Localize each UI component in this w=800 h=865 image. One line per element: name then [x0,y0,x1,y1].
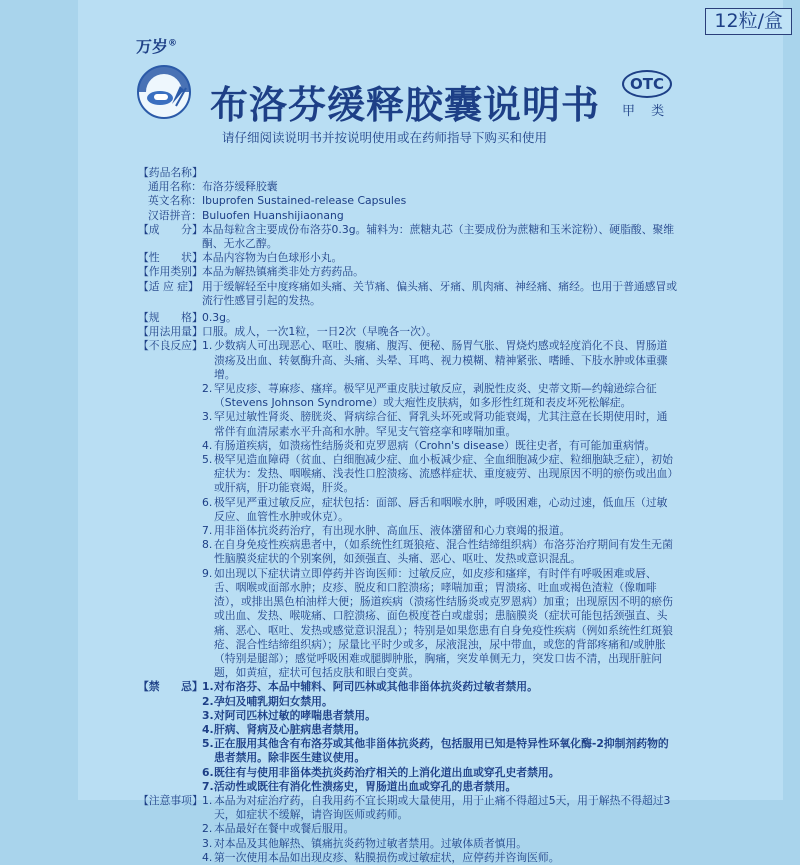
drug-name-pinyin: 汉语拼音：Buluofen Huanshijiaonang [148,208,344,222]
list-item: 3. 对本品及其他解热、镇痛抗炎药物过敏者禁用。过敏体质者慎用。 [202,836,528,850]
section-appearance [138,251,678,265]
reading-instruction: 请仔细阅读说明书并按说明使用或在药师指导下购买和使用 [222,130,548,145]
list-item: 1. 少数病人可出现恶心、呕吐、腹痛、腹泻、便秘、肠胃气胀、胃烧灼感或轻度消化不良、胃肠道溃疡及出血、转氨酶升高、头痛、头晕、耳鸣、视力模糊、精神紧张、嗜睡、下肢水肿或体重骤增。 [202,339,668,381]
otc-class: 甲 类 [622,104,671,119]
section-adverse-reactions [138,339,678,680]
list-item: 2. 罕见皮疹、荨麻疹、瘙痒。极罕见严重皮肤过敏反应，剥脱性皮炎、史蒂文斯—约翰逊综合征（Stevens Johnson Syndrome）或大疱性皮肤病，如多形性红斑和表皮坏死松解症。 [202,382,657,410]
list-item: 9. 如出现以下症状请立即停药并咨询医师：过敏反应，如皮疹和瘙痒，有时伴有呼吸困难或唇、舌、咽喉或面部水肿；皮疹、脱皮和口腔溃疡；哮喘加重；胃溃疡、吐血或褐色渣粒（像咖啡渣），或排出黑色柏油样大便；肠道疾病（溃疡性结肠炎或克罗恩病）加重；出现原因不明的瘀伤或出血、发热、喉咙痛、口腔溃疡、面色极度苍白或虚弱；患脑膜炎（症状可能包括颈强直、头痛、恶心、呕吐、发热或感觉意识混乱）；特别是如果您患有自身免疫性疾病（例如系统性红斑狼疮、混合性结缔组织病）；尿量比平时少或多，尿液混浊，尿中带血，或您的背部疼痛和/或肿胀（特别是腿部）；感觉呼吸困难或腿脚肿胀，胸痛，突发单侧无力，突发口齿不清，出现肝脏问题，如黄疸，症状可包括皮肤和眼白变黄。 [202,566,673,680]
section-text: 本品内容物为白色球形小丸。 [202,251,343,265]
list-item: 2. 孕妇及哺乳期妇女禁用。 [202,694,333,708]
section-text: 口服。成人，一次1粒，一日2次（早晚各一次）。 [202,325,438,339]
list-item: 4. 第一次使用本品如出现皮疹、粘膜损伤或过敏症状，应停药并咨询医师。 [202,850,560,864]
drug-name-heading: 【药品名称】 [138,166,203,179]
list-item: 3. 对阿司匹林过敏的哮喘患者禁用。 [202,708,376,722]
section-label: 【用法用量】 [138,325,203,339]
section-text: 用于缓解轻至中度疼痛如头痛、关节痛、偏头痛、牙痛、肌肉痛、神经痛、痛经。也用于普通感冒或流行性感冒引起的发热。 [202,279,678,307]
section-text: 本品为解热镇痛类非处方药药品。 [202,265,364,279]
list-item: 5. 极罕见造血障碍（贫血、白细胞减少症、血小板减少症、全血细胞减少症、粒细胞缺乏症），初始症状为：发热、咽喉痛、浅表性口腔溃疡、流感样症状、重度疲劳、出现原因不明的瘀伤或出血）或肝病，肝功能衰竭，肝炎。 [202,453,673,495]
list-item: 4. 有肠道疾病，如溃疡性结肠炎和克罗恩病（Crohn's disease）既往史者，有可能加重病情。 [202,438,656,452]
section-label: 【禁 忌】 [138,680,203,694]
list-item: 1. 对布洛芬、本品中辅料、阿司匹林或其他非甾体抗炎药过敏者禁用。 [202,680,538,694]
list-item: 6. 既往有与使用非甾体类抗炎药治疗相关的上消化道出血或穿孔史者禁用。 [202,765,560,779]
list-item: 1. 本品为对症治疗药，自我用药不宜长期或大量使用，用于止痛不得超过5天，用于解热不得超过3天，如症状不缓解，请咨询医师或药师。 [202,793,671,822]
leaflet-body [138,166,678,865]
section-ingredients [138,223,678,251]
section-text: 本品每粒含主要成份布洛芬0.3g。辅料为：蔗糖丸芯（主要成份为蔗糖和玉米淀粉）、硬脂酸、聚维酮、无水乙醇。 [202,222,675,251]
section-label: 【注意事项】 [138,793,203,807]
section-specification [138,311,678,325]
section-label: 【适 应 症】 [138,279,199,293]
section-category [138,265,678,279]
section-label: 【成 分】 [138,222,203,236]
section-indications [138,280,678,308]
document-title: 布洛芬缓释胶囊说明书 [210,83,601,127]
quality-seal-icon [136,64,192,120]
list-item: 7. 用非甾体抗炎药治疗，有出现水肿、高血压、液体潴留和心力衰竭的报道。 [202,524,571,538]
package-quantity-label: 12粒/盒 [705,8,792,35]
section-contraindications [138,680,678,794]
section-text: 0.3g。 [202,311,237,325]
section-label: 【规 格】 [138,311,203,325]
list-item: 5. 正在服用其他含有布洛芬或其他非甾体抗炎药，包括服用已知是特异性环氧化酶-2抑制剂药物的患者禁用。除非医生建议使用。 [202,737,669,765]
list-item: 3. 罕见过敏性肾炎、膀胱炎、肾病综合征、肾乳头坏死或肾功能衰竭，尤其注意在长期使用时，通常伴有血清尿素水平升高和水肿。罕见支气管痉挛和哮喘加重。 [202,410,668,438]
section-label: 【性 状】 [138,251,203,265]
section-dosage [138,325,678,339]
drug-name-english: 英文名称：Ibuprofen Sustained-release Capsules [148,194,407,208]
list-item: 7. 活动性或既往有消化性溃疡史，胃肠道出血或穿孔的患者禁用。 [202,779,517,793]
brand-logo-text: 万岁® [136,37,178,56]
section-label: 【作用类别】 [138,265,203,279]
list-item: 8. 在自身免疫性疾病患者中，（如系统性红斑狼疮、混合性结缔组织病）布洛芬治疗期间有发生无菌性脑膜炎症状的个别案例，如颈强直、头痛、恶心、呕吐、发热或意识混乱。 [202,538,673,566]
section-label: 【不良反应】 [138,339,203,353]
list-item: 4. 肝病、肾病及心脏病患者禁用。 [202,722,366,736]
list-item: 2. 本品最好在餐中或餐后服用。 [202,822,355,836]
drug-name-generic: 通用名称：布洛芬缓释胶囊 [148,180,278,194]
section-precautions [138,794,678,865]
otc-badge: OTC [622,70,672,98]
list-item: 6. 极罕见严重过敏反应，症状包括：面部、唇舌和咽喉水肿，呼吸困难，心动过速，低血压（过敏反应、血管性水肿或休克）。 [202,495,668,523]
